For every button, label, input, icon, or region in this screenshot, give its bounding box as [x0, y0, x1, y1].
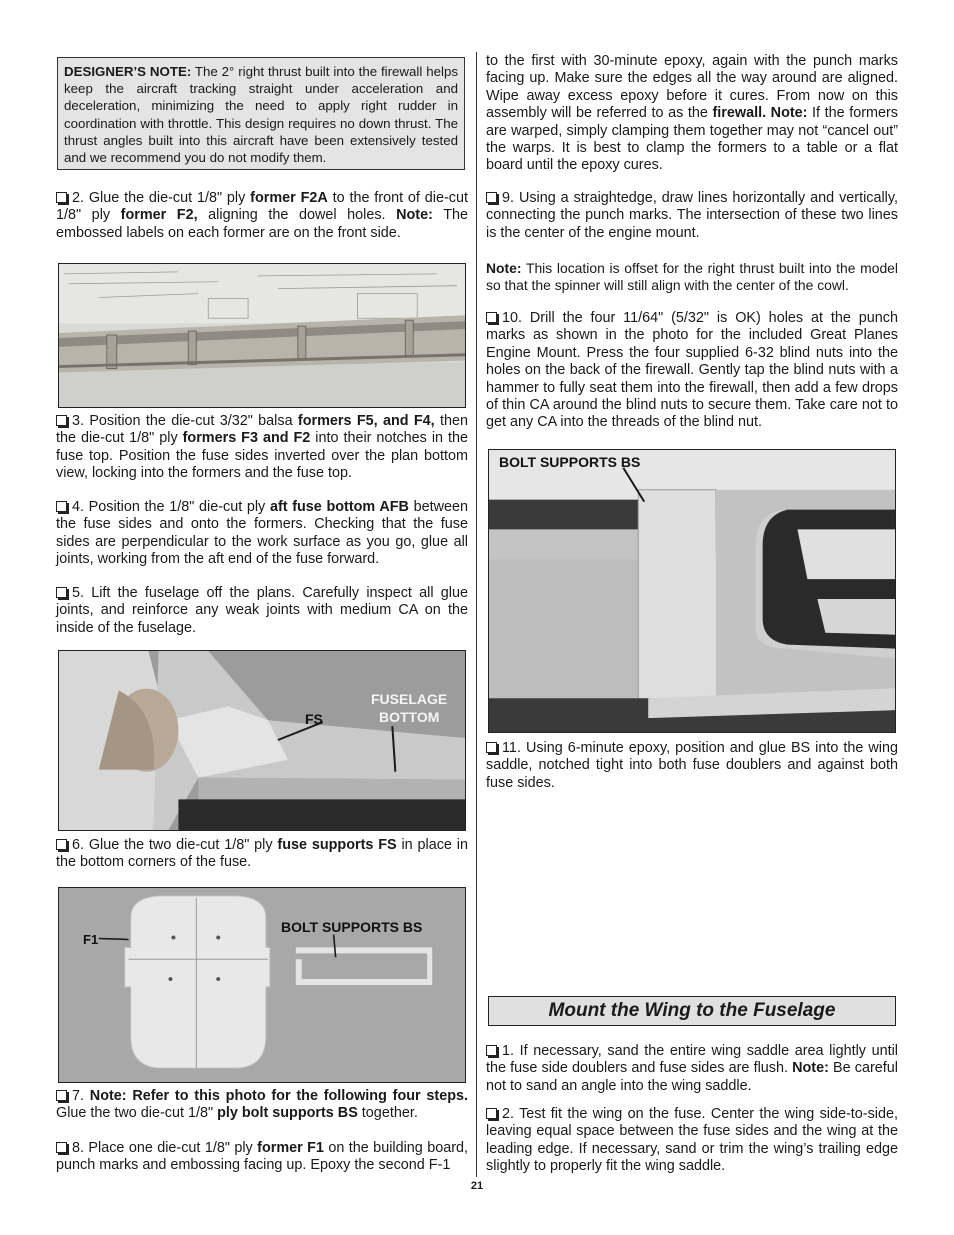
checkbox-icon[interactable] [56, 839, 67, 850]
photo-label-bottom: BOTTOM [379, 709, 440, 725]
step-8-left: 8. Place one die-cut 1/8" ply former F1 on the building board, punch marks and embossing facing up. Epoxy the second F-1 [56, 1140, 469, 1174]
designers-note-label: DESIGNER’S NOTE: [64, 64, 192, 79]
photo-label-fuselage: FUSELAGE [371, 691, 448, 707]
note-right: Note: This location is offset for the right thrust built into the model so that the spinner will still align with the center of the cowl. [486, 260, 898, 294]
photo-label-fs: FS [305, 711, 323, 727]
step-3-left: 3. Position the die-cut 3/32" balsa formers F5, and F4, then the die-cut 1/8" ply formers F3 and F2 into their notches in the fuse top. Position the fuse sides inverted over the plan bottom view, locking into the formers and the fuse top. [56, 413, 468, 482]
step-6-left: 6. Glue the two die-cut 1/8" ply fuse supports FS in place in the bottom corners of the fuse. [56, 837, 468, 871]
checkbox-icon[interactable] [56, 1142, 67, 1153]
step-11-right: 11. Using 6-minute epoxy, position and glue BS into the wing saddle, notched tight into both fuse doublers and against both fuse sides. [486, 740, 898, 791]
checkbox-icon[interactable] [56, 192, 67, 203]
wing-step-1: 1. If necessary, sand the entire wing saddle area lightly until the fuse side doublers and fuse sides are flush. Note: Be careful not to sand an angle into the wing saddle. [486, 1043, 898, 1094]
checkbox-icon[interactable] [56, 415, 67, 426]
step-4-left: 4. Position the 1/8" die-cut ply aft fuse bottom AFB between the fuse sides and onto the formers. Checking that the fuse sides are perpendicular to the work surface as you go, glue all joints, working from the aft end of the fuse forward. [56, 499, 468, 568]
step-2-left: 2. Glue the die-cut 1/8" ply former F2A to the front of die-cut 1/8" ply former F2, aligning the dowel holes. Note: The embossed labels on each former are on the front side. [56, 190, 468, 241]
designers-note-text [64, 63, 458, 166]
checkbox-icon[interactable] [486, 1108, 497, 1119]
page-number: 21 [470, 1180, 484, 1192]
photo-f1-bolt-supports [58, 887, 466, 1083]
wing-step-2: 2. Test fit the wing on the fuse. Center the wing side-to-side, leaving equal space between the fuse sides and the wing at the leading edge. If necessary, sand or trim the wing’s trailing edge slightly to properly fit the wing saddle. [486, 1106, 898, 1175]
photo-label-f1: F1 [83, 932, 99, 947]
photo-fuselage-on-plans [58, 263, 466, 408]
section-heading-mount-wing: Mount the Wing to the Fuselage [488, 996, 896, 1026]
step-7-left: 7. Note: Refer to this photo for the following four steps. Glue the two die-cut 1/8" ply bolt supports BS together. [56, 1088, 468, 1122]
photo-label-bolt-supports: BOLT SUPPORTS BS [281, 919, 423, 935]
step-10-right: 10. Drill the four 11/64" (5/32" is OK) holes at the punch marks as shown in the photo for the included Great Planes Engine Mount. Press the four supplied 6-32 blind nuts into the holes on the back of the firewall. Gently tap the blind nuts with a hammer to fully seat them into the firewall, then add a few drops of thin CA around the blind nuts to secure them. Take care not to get any CA into the threads of the blind nut. [486, 310, 898, 431]
photo-label-bolt-supports-right: BOLT SUPPORTS BS [499, 454, 641, 470]
checkbox-icon[interactable] [486, 312, 497, 323]
step-9-right: 9. Using a straightedge, draw lines horizontally and vertically, connecting the punch marks. The intersection of these two lines is the center of the engine mount. [486, 190, 898, 241]
checkbox-icon[interactable] [486, 192, 497, 203]
designers-note-body: The 2° right thrust built into the firewall helps keep the aircraft tracking straight under acceleration and deceleration, minimizing the need to apply right rudder in coordination with throttle. This design requires no down thrust. The thrust angles built into this aircraft have been extensively tested and we recommend you do not modify them. [64, 64, 458, 166]
checkbox-icon[interactable] [56, 1090, 67, 1101]
step-8-continued: to the first with 30-minute epoxy, again with the punch marks facing up. Make sure the edges all the way around are aligned. Wipe away excess epoxy before it cures. From now on this assembly will be referred to as the firewall. Note: If the formers are warped, simply clamping them together may not “cancel out” the warps. It is best to clamp the formers to a table or a flat board until the epoxy cures. [486, 53, 898, 174]
designers-note-box [57, 57, 465, 170]
checkbox-icon[interactable] [486, 742, 497, 753]
photo-fuse-supports [58, 650, 466, 831]
checkbox-icon[interactable] [486, 1045, 497, 1056]
step-5-left: 5. Lift the fuselage off the plans. Carefully inspect all glue joints, and reinforce any weak joints with medium CA on the inside of the fuselage. [56, 585, 468, 636]
photo-bolt-supports-installed [488, 449, 896, 733]
checkbox-icon[interactable] [56, 501, 67, 512]
column-divider [476, 52, 477, 1177]
checkbox-icon[interactable] [56, 587, 67, 598]
